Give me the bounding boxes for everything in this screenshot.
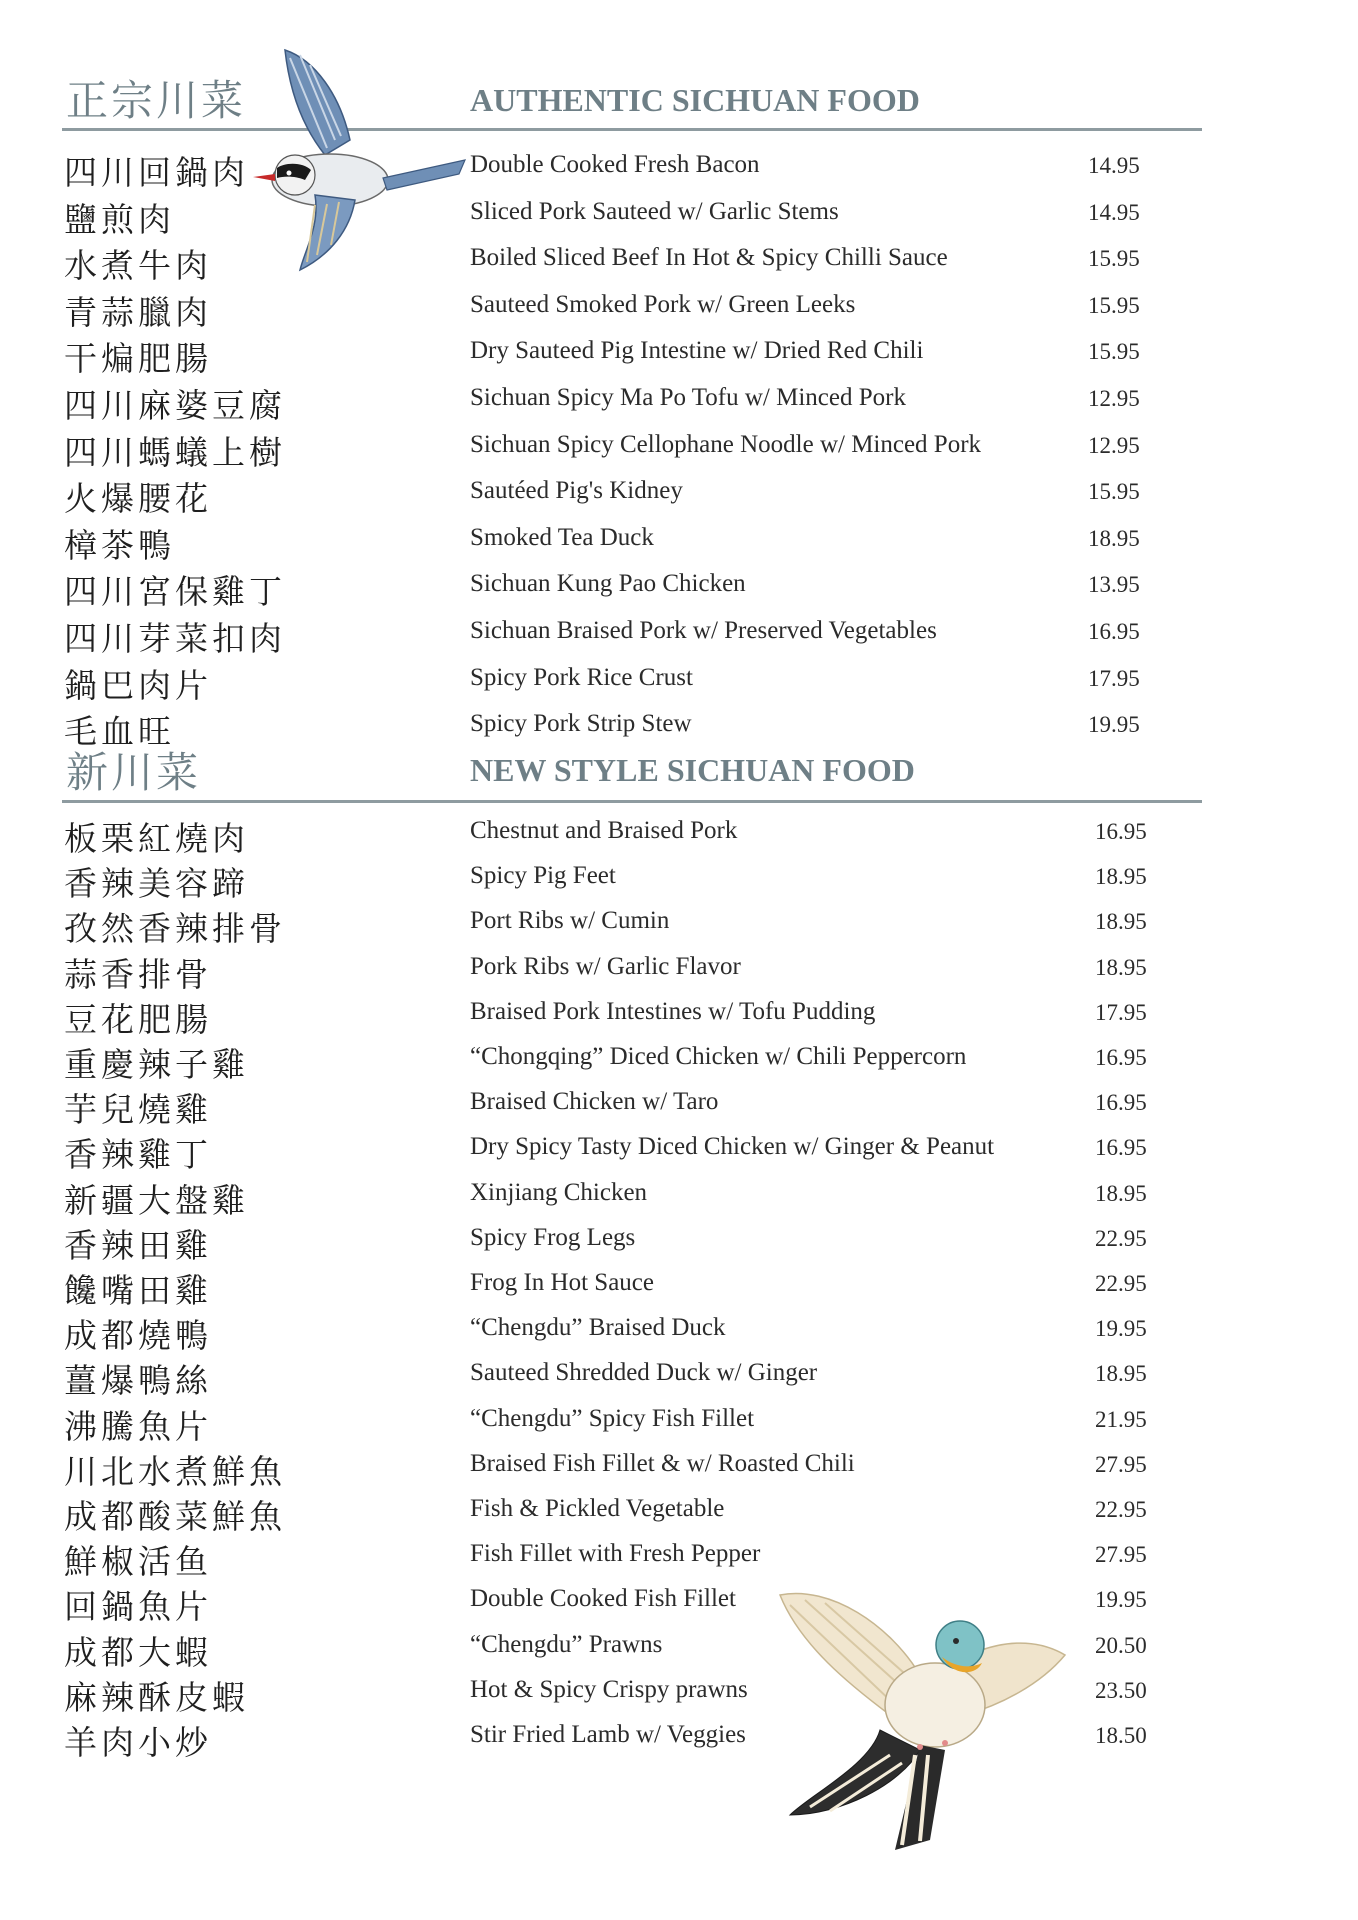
menu-item: [0, 1672, 1358, 1718]
dish-name-zh: 川北水煮鮮魚: [64, 1451, 286, 1491]
dish-price: 23.50: [1095, 1677, 1147, 1703]
dish-price: 18.95: [1095, 864, 1147, 890]
dish-name-en: Fish & Pickled Vegetable: [470, 1495, 725, 1522]
dish-name-zh: 青蒜臘肉: [64, 292, 212, 332]
dish-price: 16.95: [1095, 819, 1147, 844]
dove-bird-illustration: [770, 1565, 1070, 1855]
dish-price: 22.95: [1095, 1271, 1147, 1296]
dish-name-zh: 薑爆鴨絲: [64, 1361, 212, 1401]
dish-name-zh: 鍋巴肉片: [64, 665, 212, 705]
menu-item: [0, 380, 1358, 426]
dish-price: 14.95: [1088, 153, 1140, 178]
dish-name-zh: 四川螞蟻上樹: [64, 432, 286, 472]
dish-price: 21.95: [1095, 1406, 1147, 1432]
section-title-zh: 正宗川菜: [66, 76, 247, 125]
dish-price: 18.95: [1095, 954, 1147, 980]
dish-name-zh: 樟茶鴨: [64, 525, 175, 565]
dish-name-zh: 孜然香辣排骨: [64, 909, 286, 949]
dish-name-en: Chestnut and Braised Pork: [470, 817, 738, 844]
menu-item: [0, 1581, 1358, 1627]
dish-name-zh: 豆花肥腸: [64, 999, 212, 1039]
menu-item: [0, 1536, 1358, 1582]
dish-price: 20.50: [1095, 1632, 1147, 1658]
dish-price: 13.95: [1088, 572, 1140, 598]
dish-price: 18.95: [1095, 909, 1147, 935]
dish-name-zh: 毛血旺: [64, 712, 175, 752]
dish-name-en: Frog In Hot Sauce: [470, 1269, 654, 1296]
dish-price: 18.50: [1095, 1723, 1147, 1748]
dish-price: 15.95: [1088, 479, 1140, 505]
dish-name-zh: 芋兒燒雞: [64, 1090, 212, 1130]
dish-name-en: Dry Spicy Tasty Diced Chicken w/ Ginger & Peanut: [470, 1133, 995, 1161]
menu-item: [0, 287, 1358, 333]
dish-price: 15.95: [1088, 339, 1140, 365]
menu-item: [0, 473, 1358, 519]
section-title-zh: 新川菜: [66, 748, 202, 797]
menu-item: [0, 194, 1358, 240]
dish-name-en: Spicy Pig Feet: [470, 862, 616, 890]
dish-price: 12.95: [1088, 432, 1140, 458]
dish-name-zh: 蒜香排骨: [64, 954, 212, 994]
menu-item: [0, 813, 1358, 859]
menu-item: [0, 1265, 1358, 1311]
dish-price: 17.95: [1088, 665, 1140, 691]
dish-name-en: Spicy Frog Legs: [470, 1223, 636, 1251]
dish-name-en: Sichuan Braised Pork w/ Preserved Vegetables: [470, 617, 937, 644]
dish-price: 16.95: [1088, 619, 1140, 644]
dish-price: 16.95: [1095, 1045, 1147, 1070]
dish-price: 19.95: [1088, 712, 1140, 738]
dish-name-en: Braised Fish Fillet & w/ Roasted Chili: [470, 1449, 855, 1477]
menu-item: [0, 660, 1358, 706]
menu-item: [0, 1491, 1358, 1537]
dish-price: 27.95: [1095, 1542, 1147, 1568]
dish-name-en: Braised Pork Intestines w/ Tofu Pudding: [470, 997, 876, 1025]
dish-name-zh: 成都燒鴨: [64, 1316, 212, 1356]
menu-item: [0, 1220, 1358, 1266]
menu-item: [0, 1717, 1358, 1763]
dish-name-zh: 回鍋魚片: [64, 1587, 212, 1627]
dish-name-zh: 饞嘴田雞: [64, 1271, 212, 1310]
dish-name-zh: 鹽煎肉: [64, 199, 175, 239]
menu-item: [0, 1401, 1358, 1447]
dish-name-en: Double Cooked Fresh Bacon: [470, 151, 760, 178]
dish-price: 16.95: [1095, 1135, 1147, 1161]
menu-item: [0, 949, 1358, 995]
dish-name-en: Stir Fried Lamb w/ Veggies: [470, 1721, 746, 1748]
dish-price: 12.95: [1088, 386, 1140, 411]
menu-item: [0, 1084, 1358, 1130]
dish-name-zh: 重慶辣子雞: [64, 1045, 249, 1084]
menu-item: [0, 994, 1358, 1040]
dish-name-zh: 麻辣酥皮蝦: [64, 1677, 249, 1717]
menu-item: [0, 566, 1358, 612]
dish-name-en: Sauteed Shredded Duck w/ Ginger: [470, 1359, 818, 1387]
dish-name-en: Boiled Sliced Beef In Hot & Spicy Chilli Sauce: [470, 244, 948, 272]
menu-item: [0, 858, 1358, 904]
menu-item: [0, 520, 1358, 566]
dish-name-en: Spicy Pork Rice Crust: [470, 663, 693, 691]
dish-price: 19.95: [1095, 1587, 1147, 1613]
dish-name-en: Pork Ribs w/ Garlic Flavor: [470, 952, 741, 980]
dish-name-zh: 香辣雞丁: [64, 1135, 212, 1175]
dish-name-en: Hot & Spicy Crispy prawns: [470, 1675, 748, 1703]
dish-name-en: “Chongqing” Diced Chicken w/ Chili Peppercorn: [470, 1043, 967, 1070]
dish-price: 27.95: [1095, 1451, 1147, 1477]
dish-name-en: “Chengdu” Braised Duck: [470, 1314, 726, 1342]
dish-name-zh: 新疆大盤雞: [64, 1180, 249, 1220]
dish-name-zh: 四川麻婆豆腐: [64, 386, 286, 425]
dish-name-zh: 干煸肥腸: [64, 339, 212, 379]
dish-price: 22.95: [1095, 1497, 1147, 1522]
dish-name-en: “Chengdu” Prawns: [470, 1630, 663, 1658]
menu-item: [0, 1355, 1358, 1401]
dish-name-en: Sautéed Pig's Kidney: [470, 477, 683, 505]
dish-name-en: Sichuan Kung Pao Chicken: [470, 570, 746, 598]
dish-name-en: Port Ribs w/ Cumin: [470, 907, 670, 935]
dish-name-zh: 四川宮保雞丁: [64, 572, 286, 612]
menu-item: [0, 1039, 1358, 1085]
section-title-en: AUTHENTIC SICHUAN FOOD: [470, 82, 920, 118]
dish-price: 18.95: [1088, 525, 1140, 551]
menu-item: [0, 240, 1358, 286]
dish-name-en: Sichuan Spicy Ma Po Tofu w/ Minced Pork: [470, 384, 906, 411]
dish-name-en: “Chengdu” Spicy Fish Fillet: [470, 1404, 755, 1432]
section-divider: [62, 128, 1202, 131]
dish-price: 18.95: [1095, 1180, 1147, 1206]
dish-name-zh: 火爆腰花: [64, 479, 212, 519]
menu-item: [0, 147, 1358, 193]
menu-item: [0, 1627, 1358, 1673]
dish-name-zh: 鮮椒活鱼: [64, 1542, 212, 1582]
menu-item: [0, 1446, 1358, 1492]
menu-item: [0, 427, 1358, 473]
dish-price: 15.95: [1088, 292, 1140, 318]
dish-name-en: Sichuan Spicy Cellophane Noodle w/ Minced Pork: [470, 430, 982, 458]
dish-name-en: Xinjiang Chicken: [470, 1178, 648, 1206]
dish-price: 17.95: [1095, 999, 1147, 1025]
dish-name-zh: 香辣美容蹄: [64, 864, 249, 904]
dish-name-en: Double Cooked Fish Fillet: [470, 1585, 736, 1613]
dish-name-zh: 四川回鍋肉: [64, 153, 249, 192]
dish-price: 14.95: [1088, 199, 1140, 225]
dish-price: 22.95: [1095, 1225, 1147, 1251]
menu-item: [0, 613, 1358, 659]
dish-name-en: Sauteed Smoked Pork w/ Green Leeks: [470, 290, 856, 318]
dish-name-en: Dry Sauteed Pig Intestine w/ Dried Red Chili: [470, 337, 924, 365]
dish-name-zh: 香辣田雞: [64, 1225, 212, 1265]
menu-item: [0, 1310, 1358, 1356]
menu-item: [0, 706, 1358, 752]
dish-name-en: Braised Chicken w/ Taro: [470, 1088, 719, 1116]
menu-item: [0, 903, 1358, 949]
swallow-bird-illustration: [245, 40, 470, 275]
dish-name-zh: 沸騰魚片: [64, 1406, 212, 1446]
dish-name-zh: 板栗紅燒肉: [64, 819, 249, 858]
menu-item: [0, 1129, 1358, 1175]
dish-price: 16.95: [1095, 1090, 1147, 1116]
dish-name-en: Sliced Pork Sauteed w/ Garlic Stems: [470, 197, 839, 225]
dish-name-en: Spicy Pork Strip Stew: [470, 710, 692, 738]
dish-price: 18.95: [1095, 1361, 1147, 1387]
dish-name-zh: 羊肉小炒: [64, 1723, 212, 1762]
dish-name-en: Smoked Tea Duck: [470, 523, 654, 551]
dish-name-zh: 成都酸菜鮮魚: [64, 1497, 286, 1536]
dish-name-zh: 成都大蝦: [64, 1632, 212, 1672]
dish-name-en: Fish Fillet with Fresh Pepper: [470, 1540, 761, 1568]
section-title-en: NEW STYLE SICHUAN FOOD: [470, 752, 915, 788]
menu-item: [0, 1175, 1358, 1221]
menu-item: [0, 333, 1358, 379]
section-divider: [62, 800, 1202, 803]
dish-name-zh: 水煮牛肉: [64, 246, 212, 286]
dish-price: 19.95: [1095, 1316, 1147, 1342]
dish-price: 15.95: [1088, 246, 1140, 272]
dish-name-zh: 四川芽菜扣肉: [64, 619, 286, 658]
